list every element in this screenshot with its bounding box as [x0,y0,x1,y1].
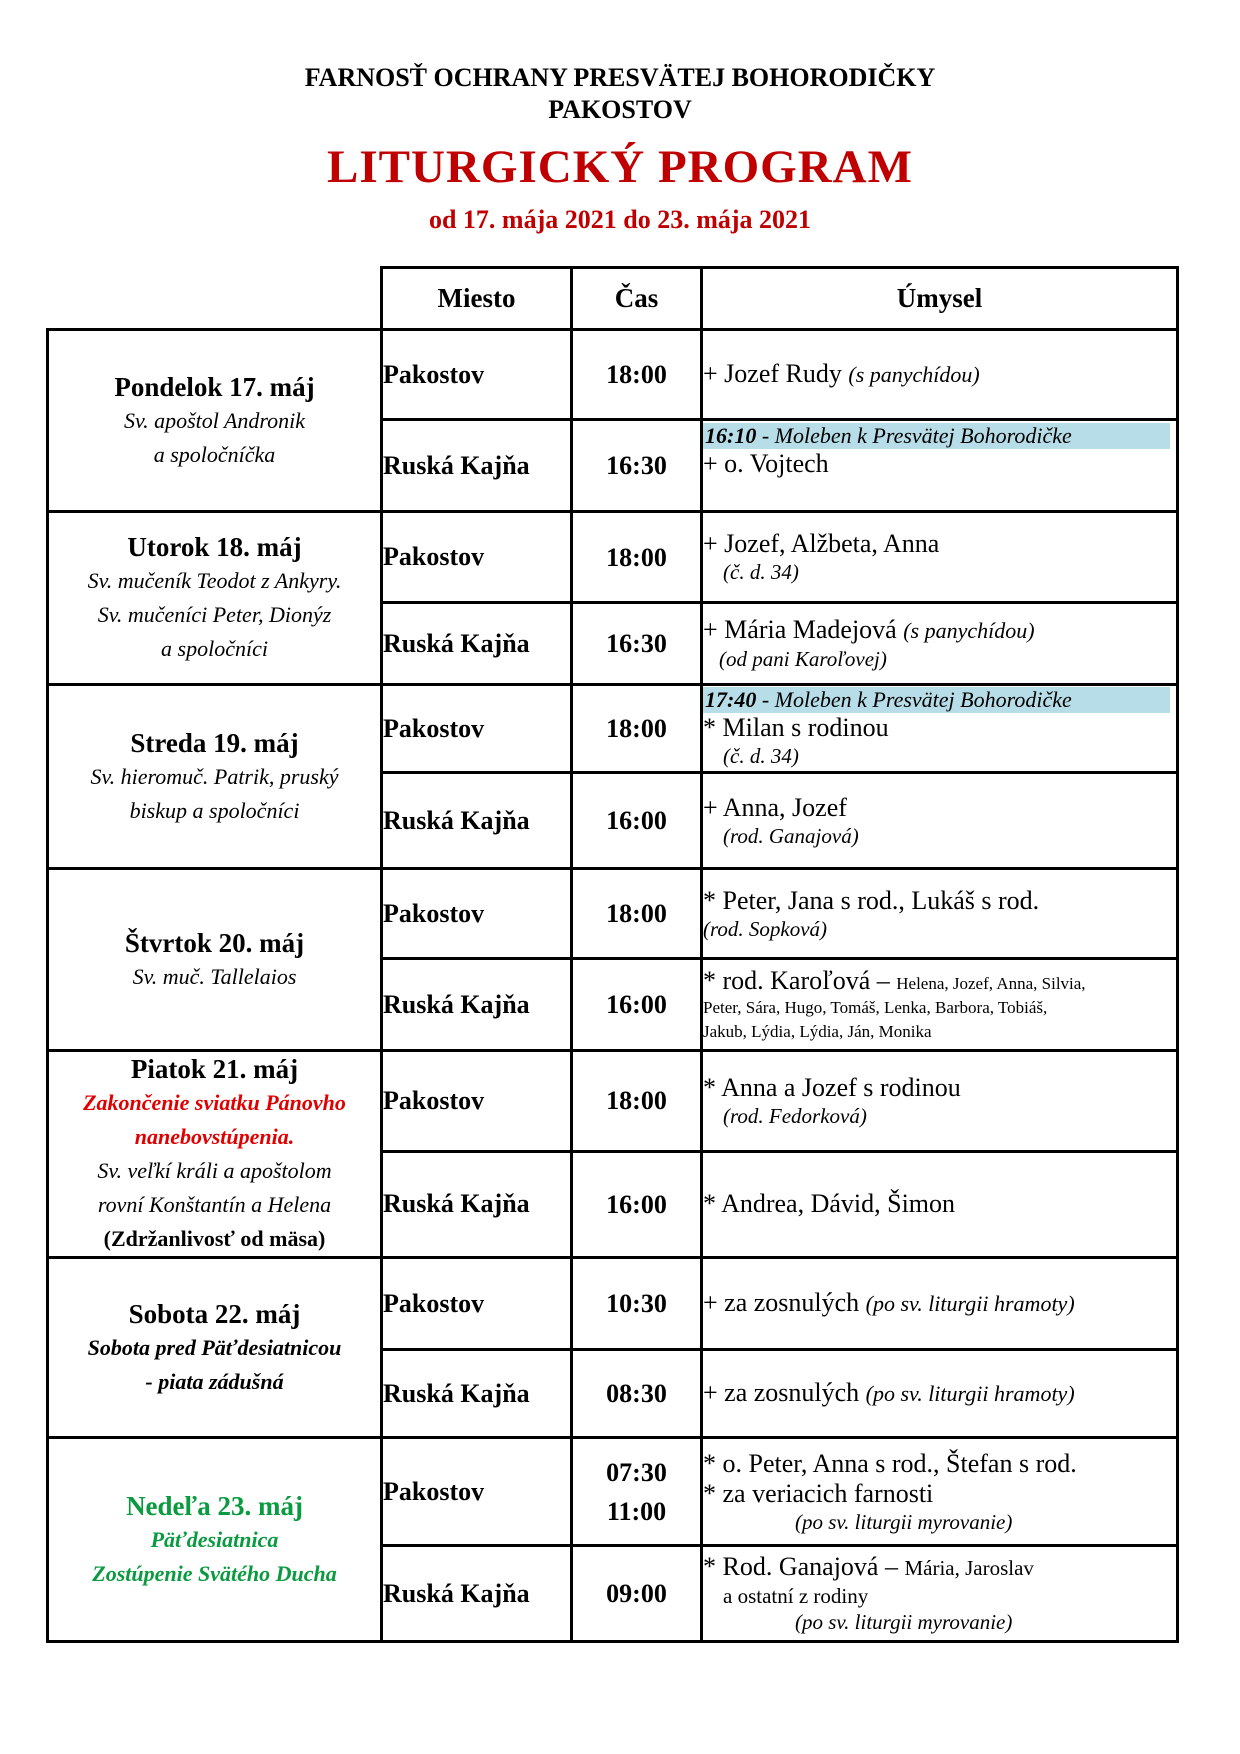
place-cell: Ruská Kajňa [382,1151,572,1257]
intention-text: + Anna, Jozef [703,792,847,822]
day-cell-thursday [48,869,382,1051]
saint-line: Sv. mučeník Teodot z Ankyry. [87,568,342,593]
intention-sub: (č. d. 34) [723,560,799,584]
intention-sub: (č. d. 34) [723,744,799,768]
time-cell [572,1438,702,1546]
intention-text: * za veriacich farnosti [703,1478,934,1508]
saint-line: Sv. mučeníci Peter, Dionýz [97,602,332,627]
intention-sub: (od pani Karoľovej) [719,647,887,671]
saint-line: rovní Konštantín a Helena [97,1192,332,1217]
place-cell: Pakostov [382,512,572,603]
day-cell-monday [48,330,382,512]
intention-cell [702,685,1178,773]
intention-text: * Rod. Ganajová – [703,1552,898,1581]
column-header-time: Čas [572,268,702,330]
intention-cell [702,420,1178,512]
intention-sub: (po sv. liturgii myrovanie) [795,1610,1013,1634]
day-cell-friday [48,1051,382,1258]
intention-text: * rod. Karoľová – [703,965,890,995]
liturgical-schedule-table [46,266,1179,1643]
day-cell-wednesday [48,685,382,869]
intention-cell [702,959,1178,1051]
intention-cell [702,869,1178,959]
time-value: 11:00 [606,1496,667,1526]
day-name: Utorok 18. máj [127,532,302,562]
table-row [48,1258,1178,1350]
document-title: LITURGICKÝ PROGRAM [327,141,913,193]
intention-text: + za zosnulých [703,1378,860,1407]
parish-name [0,62,1240,126]
header-row [48,268,1178,330]
time-cell: 18:00 [572,869,702,959]
day-name: Streda 19. máj [130,727,299,758]
moleben-text: - Moleben k Presvätej Bohorodičke [756,687,1072,712]
intention-text: * Anna a Jozef s rodinou [703,1072,961,1102]
family-names: Jakub, Lýdia, Lýdia, Ján, Monika [703,1021,932,1041]
time-cell: 09:00 [572,1546,702,1642]
intention-text: + Mária Madejová [703,615,897,644]
time-cell: 16:30 [572,420,702,512]
place-cell: Pakostov [382,1438,572,1546]
table-row [48,512,1178,603]
time-cell: 08:30 [572,1350,702,1438]
saint-line: a spoločníci [161,636,268,661]
intention-cell [702,1438,1178,1546]
time-cell: 16:00 [572,773,702,869]
intention-text: + o. Vojtech [703,449,829,478]
feast-line: nanebovstúpenia. [134,1124,295,1149]
feast-line: Zakončenie sviatku Pánovho [83,1090,346,1115]
fasting-note: (Zdržanlivosť od mäsa) [103,1226,326,1251]
intention-sub: (po sv. liturgii myrovanie) [795,1509,1013,1534]
family-names: Mária, Jaroslav [904,1556,1034,1580]
intention-sub: (rod. Sopková) [703,916,828,941]
day-name: Sobota 22. máj [128,1298,301,1329]
intention-cell [702,1350,1178,1438]
table-row [48,330,1178,420]
feast-line: Zostúpenie Svätého Ducha [92,1560,337,1586]
intention-text: + Jozef, Alžbeta, Anna [703,529,940,558]
day-name: Nedeľa 23. máj [126,1490,303,1521]
intention-note: (po sv. liturgii hramoty) [865,1291,1075,1316]
time-cell: 16:00 [572,1151,702,1257]
time-cell: 18:00 [572,330,702,420]
day-name: Štvrtok 20. máj [124,927,305,958]
moleben-text: - Moleben k Presvätej Bohorodičke [756,423,1072,448]
intention-text: * Milan s rodinou [703,713,889,742]
place-cell: Ruská Kajňa [382,420,572,512]
place-cell: Ruská Kajňa [382,1546,572,1642]
intention-sub: (rod. Ganajová) [723,823,859,848]
intention-cell [702,1151,1178,1257]
place-cell: Ruská Kajňa [382,603,572,685]
intention-cell [702,1051,1178,1152]
column-header-place: Miesto [382,268,572,330]
family-names: Helena, Jozef, Anna, Silvia, [896,973,1086,993]
saint-line: Sv. veľkí králi a apoštolom [97,1158,332,1183]
intention-text: * Peter, Jana s rod., Lukáš s rod. [703,885,1040,915]
intention-text: + za zosnulých [703,1288,860,1317]
moleben-time: 17:40 [705,687,757,712]
empty-corner-cell [48,268,382,330]
day-cell-tuesday [48,512,382,685]
table-row [48,869,1178,959]
saint-line: biskup a spoločníci [129,797,300,823]
place-cell: Ruská Kajňa [382,1350,572,1438]
intention-cell [702,512,1178,603]
saint-line: a spoločníčka [153,441,276,467]
place-cell: Pakostov [382,1258,572,1350]
table-row [48,1438,1178,1546]
intention-text: + Jozef Rudy [703,359,842,388]
day-cell-saturday [48,1258,382,1438]
parish-title: FARNOSŤ OCHRANY PRESVÄTEJ BOHORODIČKY [304,63,936,92]
column-header-intention: Úmysel [702,268,1178,330]
day-cell-sunday [48,1438,382,1642]
saint-line: Sv. hieromuč. Patrik, pruský [90,763,339,789]
time-cell: 18:00 [572,512,702,603]
moleben-time: 16:10 [705,423,757,448]
intention-cell [702,773,1178,869]
intention-text: * Andrea, Dávid, Šimon [703,1189,956,1219]
intention-text: * o. Peter, Anna s rod., Štefan s rod. [703,1448,1077,1478]
time-cell: 18:00 [572,685,702,773]
place-cell: Ruská Kajňa [382,773,572,869]
place-cell: Pakostov [382,869,572,959]
date-range: od 17. mája 2021 do 23. mája 2021 [428,205,812,234]
moleben-highlight [703,423,1170,449]
place-cell: Pakostov [382,330,572,420]
saint-line: Sobota pred Päťdesiatnicou [87,1334,342,1360]
moleben-highlight [703,687,1170,713]
place-cell: Pakostov [382,685,572,773]
saint-line: - piata zádušná [145,1368,284,1394]
day-name: Piatok 21. máj [130,1054,299,1084]
saint-line: Sv. apoštol Andronik [123,407,306,433]
intention-cell [702,1546,1178,1642]
intention-note: (s panychídou) [848,362,980,387]
place-cell: Pakostov [382,1051,572,1152]
intention-cell [702,330,1178,420]
intention-note: (po sv. liturgii hramoty) [865,1381,1075,1406]
feast-line: Päťdesiatnica [150,1526,279,1552]
time-cell: 16:30 [572,603,702,685]
time-cell: 16:00 [572,959,702,1051]
time-cell: 18:00 [572,1051,702,1152]
table-row [48,685,1178,773]
time-value: 07:30 [606,1457,667,1487]
place-cell: Ruská Kajňa [382,959,572,1051]
intention-cell [702,1258,1178,1350]
table-row [48,1051,1178,1152]
saint-line: Sv. muč. Tallelaios [132,963,297,989]
intention-note: (s panychídou) [903,618,1035,643]
parish-town: PAKOSTOV [548,95,692,124]
intention-sub: (rod. Fedorková) [723,1103,867,1128]
time-cell: 10:30 [572,1258,702,1350]
family-names: a ostatní z rodiny [723,1584,869,1608]
day-name: Pondelok 17. máj [114,371,315,402]
intention-cell [702,603,1178,685]
family-names: Peter, Sára, Hugo, Tomáš, Lenka, Barbora, Tobiáš, [703,997,1048,1017]
